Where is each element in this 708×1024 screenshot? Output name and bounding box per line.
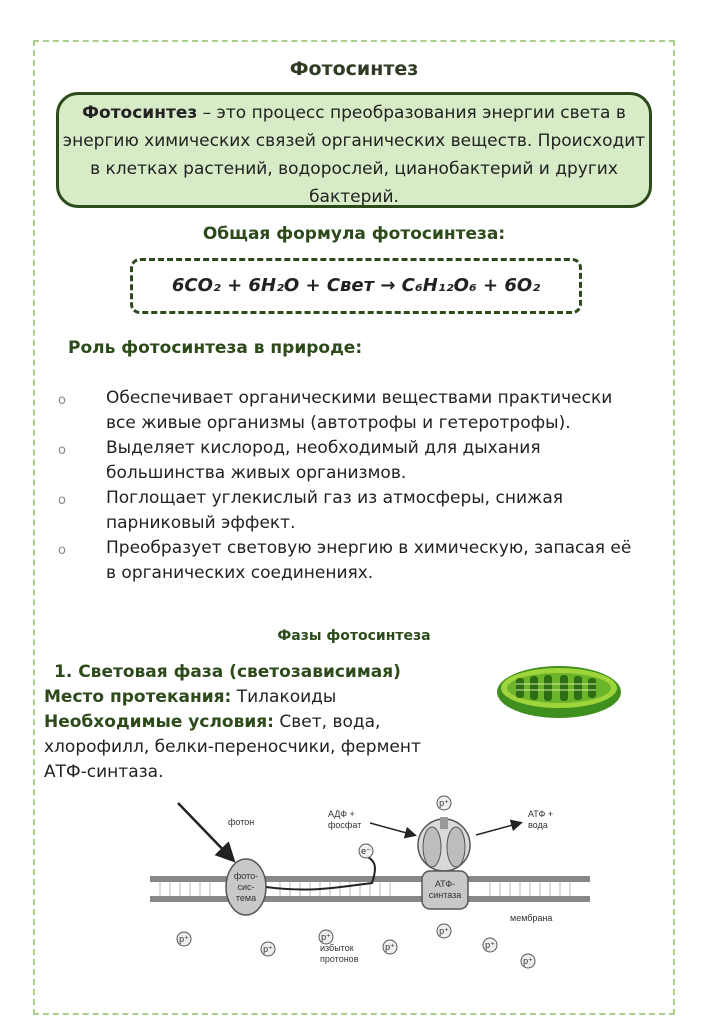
- photosystem-label-3: тема: [235, 893, 257, 903]
- svg-text:p⁺: p⁺: [263, 944, 273, 954]
- adp-arrow: [370, 823, 414, 835]
- chloroplast-icon: [494, 660, 624, 720]
- definition-term: Фотосинтез: [82, 103, 198, 123]
- conditions-value: Свет, вода, хлорофилл, белки-переносчики, фермент АТФ-синтаза.: [44, 712, 421, 782]
- adp-label-2: фосфат: [328, 820, 362, 830]
- photosystem-label-1: фото-: [233, 871, 259, 881]
- adp-label-1: АДФ +: [328, 809, 355, 819]
- bullet-icon: o: [58, 543, 66, 558]
- bullet-icon: o: [58, 493, 66, 508]
- role-heading: Роль фотосинтеза в природе:: [68, 338, 363, 358]
- light-phase-title: 1. Световая фаза (светозависимая): [54, 662, 401, 682]
- svg-text:p⁺: p⁺: [485, 940, 495, 950]
- electron-label: e⁻: [361, 846, 371, 856]
- atp-synthase-label-1: АТФ-: [434, 879, 456, 889]
- list-item: o Поглощает углекислый газ из атмосферы, снижая парниковый эффект.: [58, 488, 563, 533]
- svg-text:p⁺: p⁺: [439, 798, 449, 808]
- excess-label-1: избыток: [320, 943, 354, 953]
- membrane-label: мембрана: [510, 913, 553, 923]
- photosystem-label-2: сис-: [237, 882, 255, 892]
- svg-text:p⁺: p⁺: [523, 956, 533, 966]
- svg-text:p⁺: p⁺: [439, 926, 449, 936]
- light-phase-block: [44, 660, 464, 785]
- photon-label: фотон: [228, 817, 255, 827]
- conditions-label: Необходимые условия:: [44, 712, 274, 732]
- place-label: Место протекания:: [44, 687, 232, 707]
- excess-label-2: протонов: [320, 954, 359, 964]
- definition-text: – это процесс преобразования энергии света в энергию химических связей органических веществ. Происходит в клетках растений, водорослей, цианобактерий и других бактерий.: [62, 103, 646, 207]
- atp-label-1: АТФ +: [528, 809, 554, 819]
- atp-arrow: [476, 823, 520, 835]
- formula-heading: Общая формула фотосинтеза:: [202, 224, 506, 244]
- list-item: o Выделяет кислород, необходимый для дыхания большинства живых организмов.: [58, 438, 541, 483]
- place-value: Тилакоиды: [231, 687, 337, 707]
- role-list: [58, 386, 638, 586]
- atp-synthase-label-2: синтаза: [428, 890, 462, 900]
- membrane: [150, 879, 590, 899]
- formula-equation: 6CO₂ + 6H₂O + Свет → C₆H₁₂O₆ + 6O₂: [130, 258, 582, 314]
- light-phase-diagram: [150, 795, 590, 975]
- list-item: o Обеспечивает органическими веществами практически все живые организмы (автотрофы и гетеротрофы).: [58, 388, 613, 433]
- atp-label-2: вода: [528, 820, 548, 830]
- bullet-icon: o: [58, 393, 66, 408]
- svg-text:p⁺: p⁺: [179, 934, 189, 944]
- list-item: o Преобразует световую энергию в химическую, запасая её в органических соединениях.: [58, 538, 632, 583]
- definition-box: [56, 92, 652, 208]
- svg-text:p⁺: p⁺: [321, 932, 331, 942]
- photon-arrow: [178, 803, 232, 859]
- svg-text:p⁺: p⁺: [385, 942, 395, 952]
- bullet-icon: o: [58, 443, 66, 458]
- phases-heading: Фазы фотосинтеза: [277, 628, 431, 644]
- page-title: Фотосинтез: [289, 58, 419, 80]
